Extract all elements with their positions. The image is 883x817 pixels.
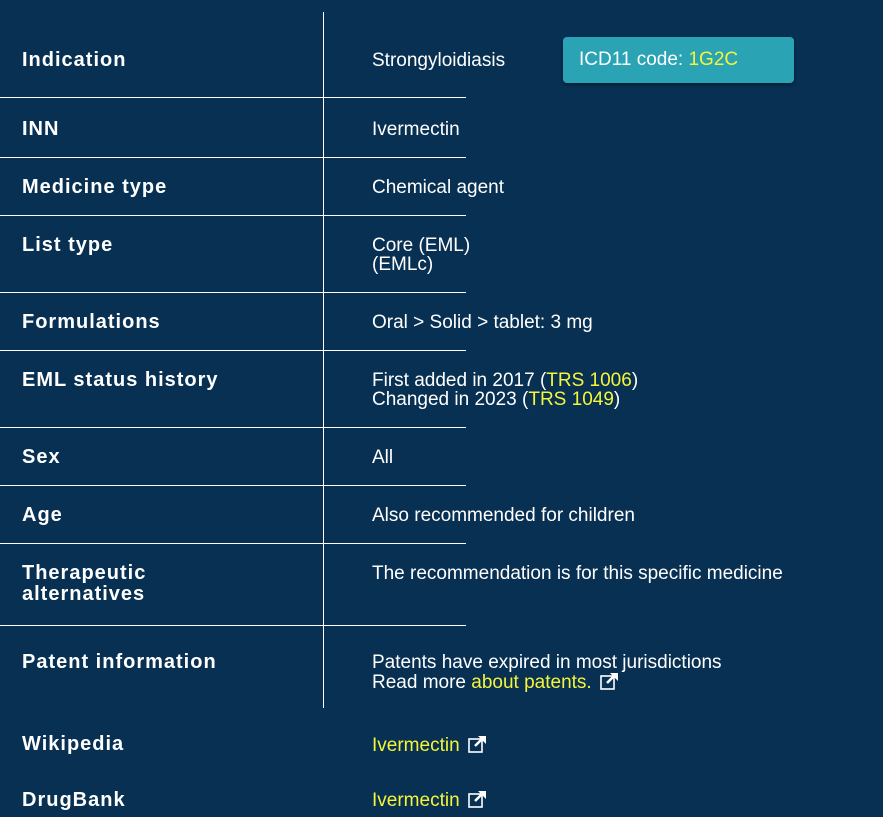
row-divider: [0, 97, 323, 98]
patent-information-label: Patent information: [22, 651, 217, 673]
row-divider: [0, 625, 323, 626]
row-divider: [323, 157, 466, 158]
external-link-icon[interactable]: [600, 672, 619, 694]
first-added-close-paren: ): [631, 370, 639, 391]
list-type-value: [372, 236, 882, 274]
patent-information-value: [372, 653, 882, 694]
icd11-code-badge[interactable]: [563, 37, 794, 83]
external-link-icon[interactable]: [468, 735, 487, 757]
list-type-emlc: (EMLc): [372, 254, 434, 275]
eml-status-first-added: [372, 371, 882, 390]
row-divider: [0, 350, 323, 351]
therapeutic-label-line1: Therapeutic: [22, 562, 147, 584]
medicine-type-label: Medicine type: [22, 176, 168, 198]
medicine-type-value: Chemical agent: [372, 177, 505, 198]
eml-status-history-value: [372, 371, 882, 409]
changed-text: Changed in 2023 (: [372, 389, 529, 410]
row-divider: [0, 485, 323, 486]
age-value: Also recommended for children: [372, 505, 635, 526]
formulations-label: Formulations: [22, 311, 161, 333]
wikipedia-label: Wikipedia: [22, 733, 125, 755]
icd11-code-prefix: ICD11 code:: [579, 49, 689, 70]
external-link-icon[interactable]: [468, 790, 487, 812]
eml-status-changed: [372, 390, 882, 409]
therapeutic-alternatives-value: The recommendation is for this specific medicine: [372, 563, 783, 584]
sex-value: All: [372, 447, 394, 468]
row-divider: [323, 215, 466, 216]
row-divider: [0, 427, 323, 428]
row-divider: [323, 97, 466, 98]
row-divider: [0, 292, 323, 293]
row-divider: [323, 625, 466, 626]
formulations-value: Oral > Solid > tablet: 3 mg: [372, 312, 593, 333]
patents-expired-text: Patents have expired in most jurisdictions: [372, 652, 722, 673]
therapeutic-alternatives-label: [22, 563, 312, 605]
patents-read-more: [372, 672, 882, 694]
about-patents-link[interactable]: about patents.: [471, 672, 592, 693]
wikipedia-ivermectin-link[interactable]: Ivermectin: [372, 735, 460, 756]
icd11-code-link[interactable]: 1G2C: [688, 49, 739, 70]
read-more-text: Read more: [372, 672, 472, 693]
indication-value: Strongyloidiasis: [372, 50, 506, 71]
sex-label: Sex: [22, 446, 61, 468]
row-divider: [323, 427, 466, 428]
drugbank-label: DrugBank: [22, 789, 126, 811]
list-type-label: List type: [22, 234, 114, 256]
drugbank-ivermectin-link[interactable]: Ivermectin: [372, 790, 460, 811]
age-label: Age: [22, 504, 63, 526]
row-divider: [323, 543, 466, 544]
trs-1006-link[interactable]: TRS 1006: [546, 370, 632, 391]
indication-label: Indication: [22, 49, 127, 71]
row-divider: [0, 215, 323, 216]
inn-label: INN: [22, 118, 60, 140]
first-added-text: First added in 2017 (: [372, 370, 547, 391]
row-divider: [0, 543, 323, 544]
eml-status-history-label: EML status history: [22, 369, 219, 391]
therapeutic-label-line2: alternatives: [22, 583, 146, 605]
column-divider: [323, 12, 324, 708]
row-divider: [323, 292, 466, 293]
inn-value: Ivermectin: [372, 119, 460, 140]
row-divider: [0, 157, 323, 158]
row-divider: [323, 350, 466, 351]
row-divider: [323, 485, 466, 486]
drugbank-value: [372, 790, 882, 812]
trs-1049-link[interactable]: TRS 1049: [528, 389, 614, 410]
changed-close-paren: ): [613, 389, 621, 410]
list-type-core: Core (EML): [372, 235, 471, 256]
wikipedia-value: [372, 735, 882, 757]
